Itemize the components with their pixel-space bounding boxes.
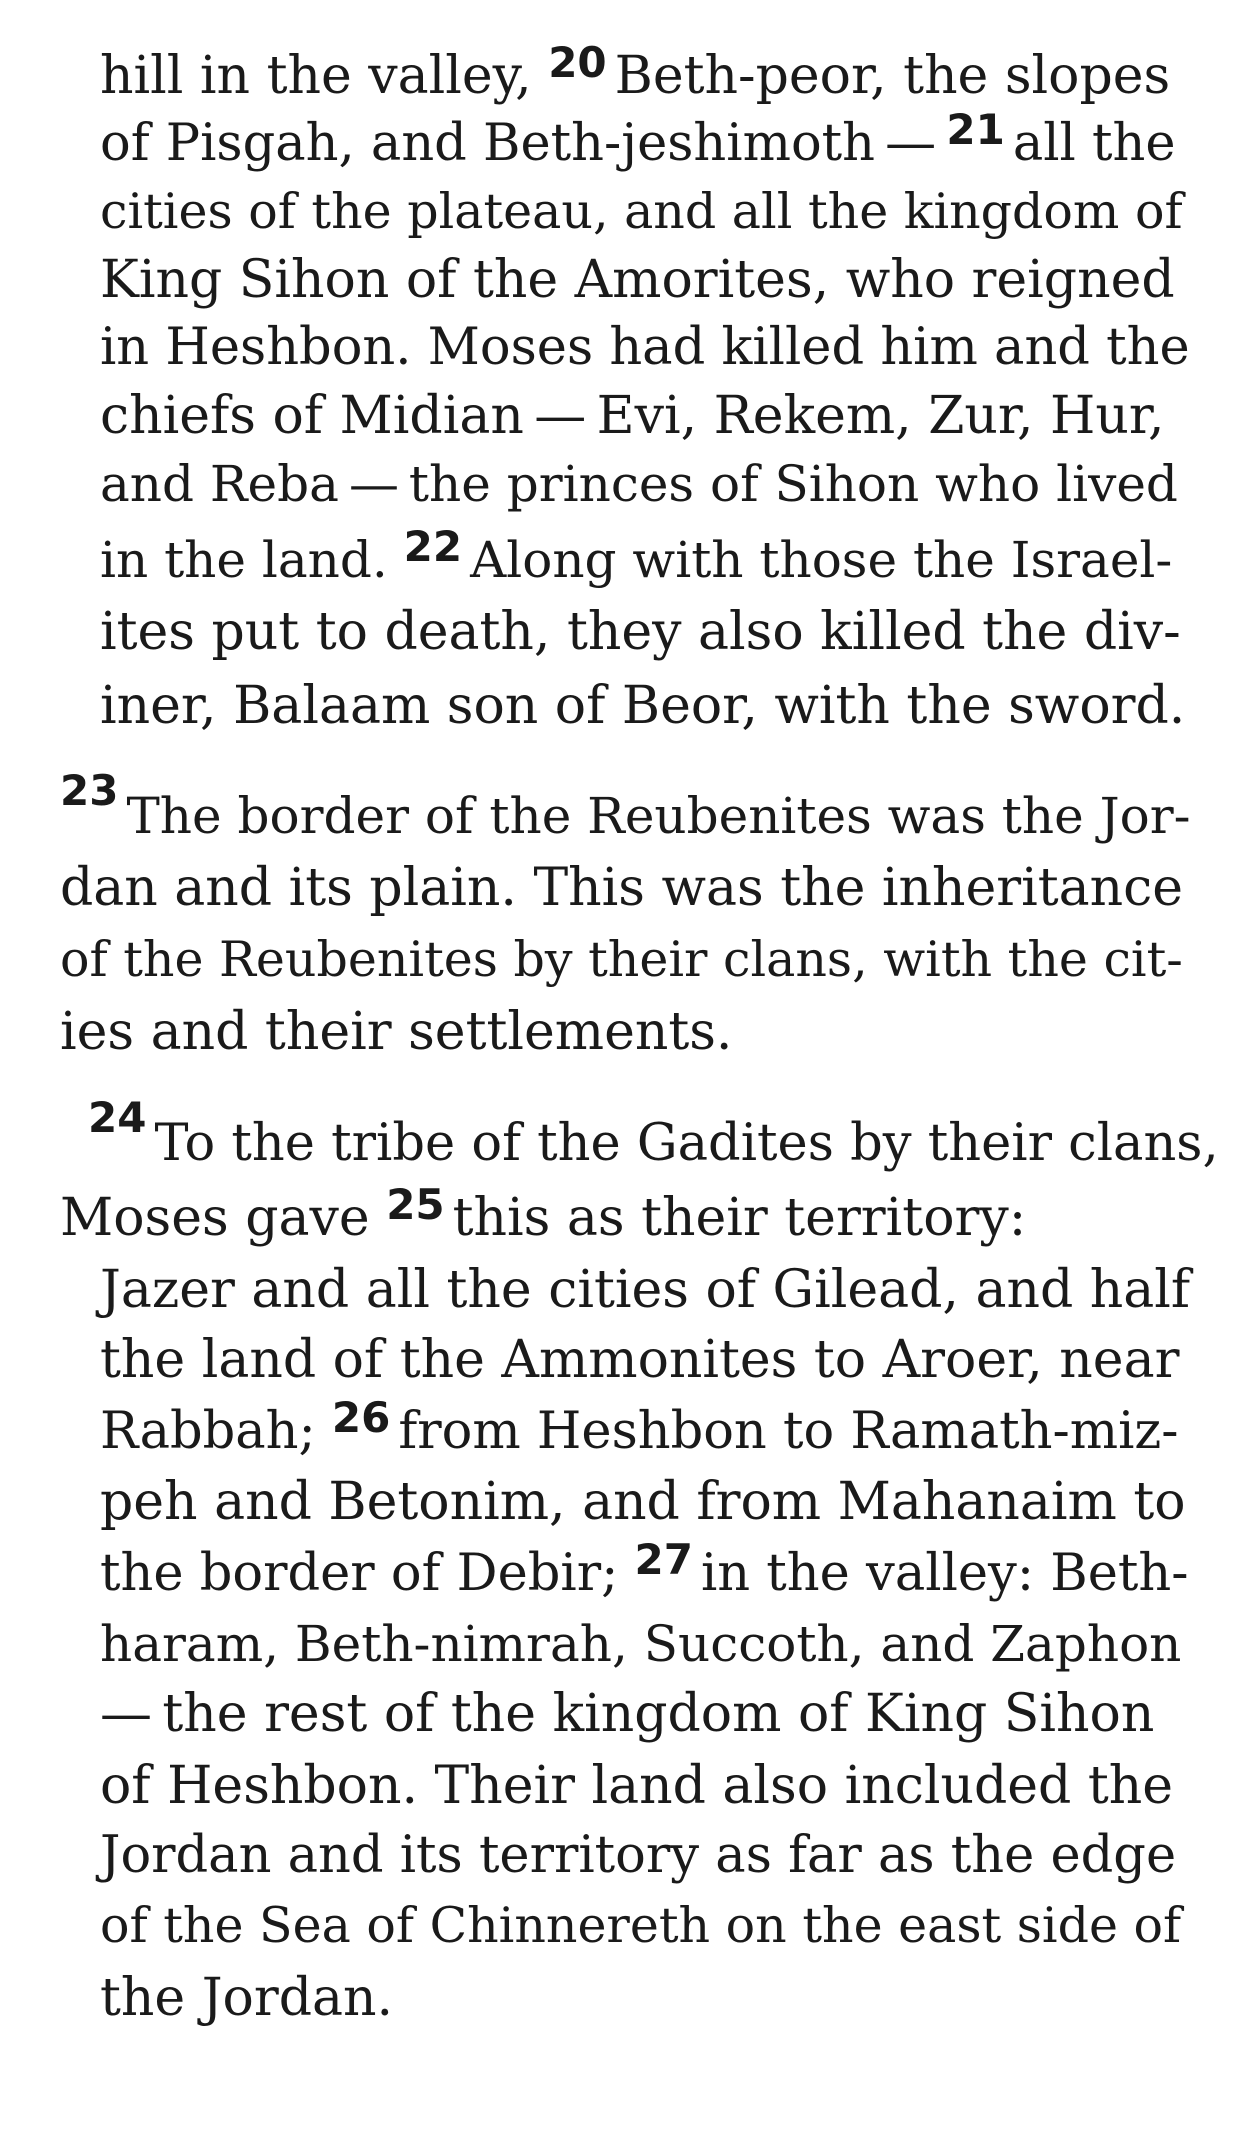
verse-number: 24: [88, 1093, 147, 1142]
verse-text: of the Reubenites by their clans, with the cit-: [60, 931, 1183, 988]
verse-text: peh and Betonim, and from Mahanaim to: [100, 1472, 1186, 1532]
verse-text: of the Sea of Chinnereth on the east side of: [100, 1897, 1182, 1954]
text-line: [100, 1820, 1190, 1892]
text-line: [100, 40, 1190, 112]
verse-text: from Heshbon to Ramath-miz-: [398, 1402, 1179, 1461]
text-line: [100, 312, 1190, 384]
verse-text: Beth-peor, the slopes: [614, 46, 1171, 106]
verse-text: ites put to death, they also killed the div-: [100, 602, 1181, 662]
verse-text: haram, Beth-nimrah, Succoth, and Zaphon: [100, 1615, 1182, 1673]
text-line: [100, 380, 1190, 452]
text-line: [100, 1608, 1190, 1680]
verse-text: Jordan and its territory as far as the edge: [100, 1826, 1177, 1885]
verse-text: Along with those the Israel-: [470, 531, 1173, 589]
text-line: [60, 852, 1190, 924]
text-line: [100, 1962, 1190, 2034]
text-line: [100, 524, 1190, 596]
verse-text: chiefs of Midian — Evi, Rekem, Zur, Hur,: [100, 386, 1165, 446]
verse-text: all the: [1012, 114, 1176, 173]
verse-text: of Pisgah, and Beth-jeshimoth —: [100, 114, 947, 173]
verse-text: this as their territory:: [452, 1188, 1027, 1248]
verse-text: the border of Debir;: [100, 1544, 635, 1603]
text-line: [100, 1535, 1190, 1610]
text-line: [100, 1750, 1190, 1822]
text-line: [100, 1254, 1190, 1326]
text-line: [100, 1890, 1190, 1962]
verse-text: in Heshbon. Moses had killed him and the: [100, 318, 1190, 377]
verse-text: hill in the valley,: [100, 46, 549, 106]
text-line: [100, 1393, 1190, 1468]
verse-text: the land of the Ammonites to Aroer, near: [100, 1330, 1180, 1390]
verse-number: 21: [946, 105, 1005, 154]
verse-text: iner, Balaam son of Beor, with the sword.: [100, 676, 1186, 736]
verse-text: — the rest of the kingdom of King Sihon: [100, 1684, 1155, 1744]
text-line: [100, 596, 1190, 668]
verse-text: To the tribe of the Gadites by their clans,: [154, 1114, 1219, 1173]
verse-text: of Heshbon. Their land also included the: [100, 1756, 1173, 1816]
verse-text: Rabbah;: [100, 1402, 332, 1461]
text-line: [100, 448, 1190, 520]
verse-number: 20: [548, 38, 607, 87]
text-line: [100, 1324, 1190, 1396]
verse-number: 25: [386, 1180, 445, 1229]
verse-text: Jazer and all the cities of Gilead, and half: [100, 1260, 1191, 1320]
verse-text: and Reba — the princes of Sihon who lived: [100, 455, 1178, 513]
verse-text: in the land.: [100, 531, 404, 589]
text-line: [100, 1678, 1190, 1750]
text-line: [100, 176, 1190, 248]
verse-text: King Sihon of the Amorites, who reigned: [100, 250, 1175, 310]
verse-text: in the valley: Beth-: [700, 1544, 1189, 1603]
text-line: [100, 105, 1190, 180]
verse-number: 22: [403, 522, 463, 571]
verse-text: the Jordan.: [100, 1968, 394, 2028]
text-line: [100, 1466, 1190, 1538]
text-line: [60, 996, 1190, 1068]
verse-text: dan and its plain. This was the inheritance: [60, 858, 1184, 918]
verse-number: 26: [331, 1393, 391, 1442]
text-line: [60, 1182, 1190, 1254]
text-line: [100, 244, 1190, 316]
text-line: [100, 670, 1190, 742]
verse-number: 23: [60, 766, 119, 815]
text-line: [60, 924, 1190, 996]
verse-text: ies and their settlements.: [60, 1002, 733, 1062]
text-line: [60, 766, 1191, 852]
verse-text: The border of the Reubenites was the Jor-: [126, 787, 1191, 845]
verse-text: cities of the plateau, and all the kingdom of: [100, 183, 1183, 240]
verse-number: 27: [634, 1535, 693, 1584]
text-line: [60, 1093, 1219, 1180]
verse-text: Moses gave: [60, 1188, 387, 1248]
